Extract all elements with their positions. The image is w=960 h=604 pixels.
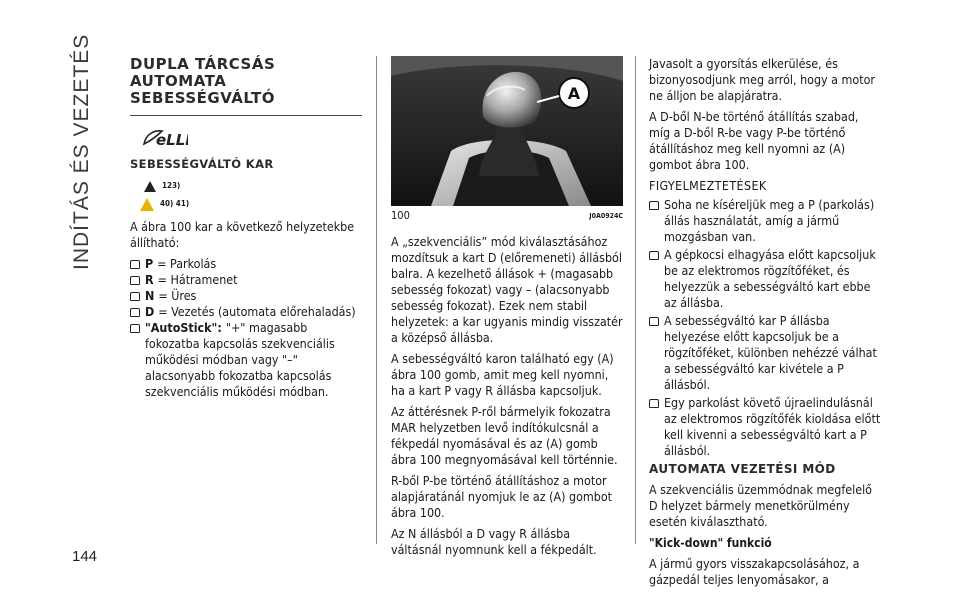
gear-key: "AutoStick": bbox=[145, 320, 222, 335]
gear-desc: = Parkolás bbox=[157, 256, 217, 271]
gear-position-item bbox=[130, 256, 362, 272]
warning-ref-row bbox=[144, 177, 362, 195]
car-icon bbox=[130, 276, 140, 285]
paragraph: A „szekvenciális” mód kiválasztásához mozdítsuk a kart D (előremeneti) állásból balra. A kezelhető állások + (magasabb sebesség fokozat) vagy – (alacsonyabb sebesség fokozat). Ezek nem stabil helyzetek: a kar ugyanis mindig visszatér a középső állásba. bbox=[391, 234, 623, 345]
note-item bbox=[649, 197, 881, 245]
gear-key: D bbox=[145, 304, 155, 319]
caution-ref: 40) 41) bbox=[160, 199, 190, 208]
section-side-title: INDÍTÁS ÉS VEZETÉS bbox=[70, 33, 93, 270]
gear-lever-illustration bbox=[391, 56, 623, 206]
paragraph: A sebességváltó karon található egy (A) ábra 100 gomb, amit meg kell nyomni, ha a kart P vagy R állásba kapcsoljuk. bbox=[391, 351, 614, 398]
car-icon bbox=[649, 399, 659, 408]
gear-key: N bbox=[145, 288, 155, 303]
column-divider bbox=[376, 56, 377, 544]
intro-text: A ábra 100 kar a következő helyzetekbe állítható: bbox=[130, 219, 355, 250]
note-item bbox=[649, 395, 881, 459]
car-icon bbox=[130, 308, 140, 317]
car-icon bbox=[130, 324, 140, 333]
notes-heading: FIGYELMEZTETÉSEK bbox=[649, 178, 767, 193]
note-text: Egy parkolást követő újraelindulásnál az elektromos rögzítőfék kioldása előtt kell kivenni a sebességváltó kart a P állásból. bbox=[664, 395, 881, 458]
car-icon bbox=[130, 292, 140, 301]
gear-position-item bbox=[130, 288, 362, 304]
notes-list bbox=[649, 197, 881, 459]
gear-position-item bbox=[130, 304, 362, 320]
page-number: 144 bbox=[72, 548, 98, 565]
section-heading: DUPLA TÁRCSÁS AUTOMATA SEBESSÉGVÁLTÓ bbox=[130, 55, 276, 107]
car-icon bbox=[649, 251, 659, 260]
figure-number: 100 bbox=[391, 209, 410, 222]
column-3 bbox=[649, 56, 881, 593]
column-2 bbox=[391, 56, 623, 563]
gear-lever-photo bbox=[391, 56, 623, 206]
column-2-text bbox=[391, 234, 623, 558]
paragraph: Az áttérésnek P-ről bármelyik fokozatra MAR helyzetben levő indítókulcsnál a fékpedál nyomásával és az (A) gomb ábra 100 megnyomásával kell történnie. bbox=[391, 404, 618, 467]
gear-desc: "+" magasabb fokozatba kapcsolás szekvenciális működési módban vagy "–" alacsonyabb fokozatba kapcsolás szekvenciális működési módban. bbox=[145, 320, 335, 399]
figure-caption bbox=[391, 208, 623, 224]
eco-logo bbox=[142, 126, 362, 148]
gear-key: R bbox=[145, 272, 154, 287]
warning-triangle-icon bbox=[144, 181, 156, 192]
svg-text:eLLI: eLLI bbox=[156, 131, 188, 148]
gear-key: P bbox=[145, 256, 154, 271]
warning-ref: 123) bbox=[162, 181, 181, 190]
car-icon bbox=[649, 201, 659, 210]
kickdown-text: A jármű gyors visszakapcsolásához, a gázpedál teljes lenyomásakor, a bbox=[649, 556, 860, 587]
section-heading-block bbox=[130, 56, 362, 116]
gear-position-item bbox=[130, 272, 362, 288]
gear-desc: = Hátramenet bbox=[157, 272, 238, 287]
caution-triangle-icon bbox=[140, 198, 154, 211]
kickdown-heading: "Kick-down" funkció bbox=[649, 536, 772, 550]
column-1 bbox=[130, 56, 362, 400]
figure-code: J0A0924C bbox=[589, 212, 623, 220]
car-icon bbox=[649, 317, 659, 326]
paragraph: Javasolt a gyorsítás elkerülése, és bizonyosodjunk meg arról, hogy a motor ne álljon be alapjáratra. bbox=[649, 56, 876, 103]
eco-leaf-icon bbox=[142, 126, 188, 148]
column-divider bbox=[635, 56, 636, 544]
car-icon bbox=[130, 260, 140, 269]
auto-mode-text: A szekvenciális üzemmódnak megfelelő D helyzet bármely menetkörülmény esetén kiválasztható. bbox=[649, 482, 873, 529]
column-3-top-text bbox=[649, 56, 881, 173]
section-heading-2: AUTOMATA VEZETÉSI MÓD bbox=[649, 462, 836, 476]
paragraph: R-ből P-be történő átállításhoz a motor alapjáratánál nyomjuk le az (A) gombot ábra 100. bbox=[391, 473, 613, 520]
gear-position-item bbox=[130, 320, 362, 400]
paragraph: Az N állásból a D vagy R állásba váltásnál nyomnunk kell a fékpedált. bbox=[391, 526, 597, 557]
note-item bbox=[649, 313, 881, 393]
gear-desc: = Vezetés (automata előrehaladás) bbox=[158, 304, 356, 319]
note-item bbox=[649, 247, 881, 311]
note-text: Soha ne kíséreljük meg a P (parkolás) állás használatát, amíg a jármű mozgásban van. bbox=[664, 197, 875, 244]
gear-position-list bbox=[130, 256, 362, 400]
caution-ref-row bbox=[140, 195, 362, 213]
callout-a-label: A bbox=[567, 84, 581, 103]
note-text: A sebességváltó kar P állásba helyezése előtt kapcsoljuk be a rögzítőféket, különben nehézzé válhat a sebességváltó kar kivétele a P állásból. bbox=[664, 313, 877, 392]
note-text: A gépkocsi elhagyása előtt kapcsoljuk be az elektromos rögzítőféket, és helyezzük a sebességváltó kart ebbe az állásba. bbox=[664, 247, 876, 310]
gear-desc: = Üres bbox=[158, 288, 197, 303]
paragraph: A D-ből N-be történő átállítás szabad, míg a D-ből R-be vagy P-be történő átállításhoz meg kell nyomni az (A) gombot ábra 100. bbox=[649, 109, 859, 172]
subheading: SEBESSÉGVÁLTÓ KAR bbox=[130, 157, 274, 171]
